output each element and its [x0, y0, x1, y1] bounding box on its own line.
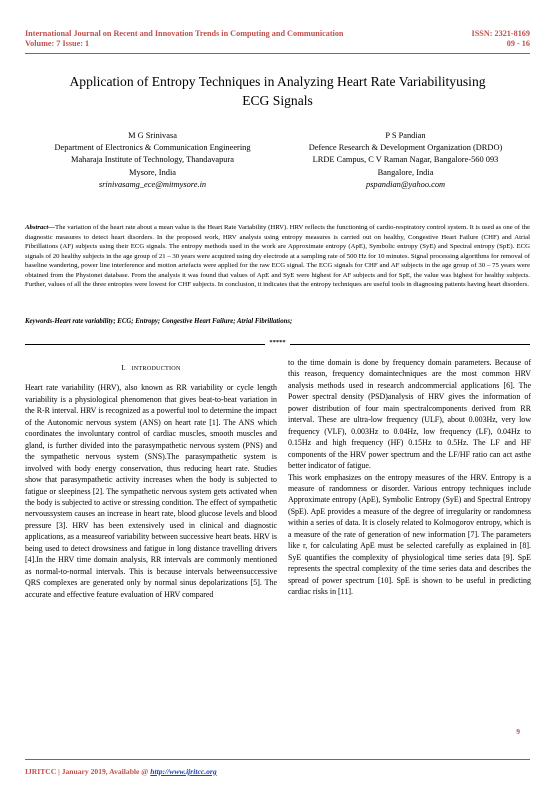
footer-text: IJRITCC | January 2019, Available @: [25, 767, 151, 776]
author-institution: Maharaja Institute of Technology, Thandavapura: [71, 155, 234, 165]
footer: [25, 767, 217, 776]
author-name: M G Srinivasa: [128, 131, 177, 140]
header-left: [25, 29, 343, 49]
author-city: Mysore, India: [129, 167, 176, 177]
author-block-1: [25, 130, 280, 191]
keywords: Keywords-Heart rate variability; ECG; Entropy; Congestive Heart Failure; Atrial Fibrillations;: [25, 318, 293, 325]
header-right: [472, 29, 530, 49]
intro-paragraph-2: to the time domain is done by frequency domain parameters. Because of this reason, frequency domaintechniques are the most common HRV analysis methods used in research andcommercial applications [6]. The Power spectral density (PSD)analysis of HRV gives the information of power distribution of four main spectralcomponents derived from RR interval. These are ultra-low frequency (ULF), about 0.003Hz, very low frequency (VLF), 0.003Hz to 0.04Hz, low frequency (LF), 0.04Hz to 0.15Hz and high frequency (HF) 0.15Hz to 0.5Hz. The LF and HF components of the HRV power spectrum and the LF/HF ratio can act asthe better indicator of fatigue.: [288, 358, 531, 471]
author-email[interactable]: pspandian@yahoo.com: [365, 179, 446, 189]
author-name: P S Pandian: [385, 131, 426, 140]
left-column: [25, 362, 277, 600]
title-line-2: ECG Signals: [242, 93, 313, 108]
section-heading: [25, 362, 277, 374]
footer-link[interactable]: http://www.ijritcc.org: [150, 767, 217, 776]
section-number: I.: [121, 363, 126, 372]
journal-name: International Journal on Recent and Innovation Trends in Computing and Communication: [25, 29, 344, 38]
issn: ISSN: 2321-8169: [471, 29, 530, 38]
volume-issue: Volume: 7 Issue: 1: [25, 39, 90, 48]
footer-rule: [25, 759, 530, 760]
section-title: INTRODUCTION: [131, 365, 181, 372]
intro-paragraph-3: This work emphasizes on the entropy measures of the HRV. Entropy is a measure of randomness or disorder. Various entropy techniques include Approximate entropy (ApE), Symbolic Entropy (SyE) and Spectral Entropy (SpE). ApE provides a measure of the degree of irregularity or randomness within a series of data. It is closely related to Kolmogorov entropy, which is a measure of the rate of generation of new information [7]. The parameters like r, for calculating ApE must be selected carefully as explained in [8]. SyE quantifies the complexity of physiological time series data [9]. SpE represents the spectral complexity of the time series data and describes the spread of power spectrum [10]. SpE is shown to be useful in predicting cardiac risks in [11].: [288, 472, 531, 597]
separator-stars-text: *****: [265, 339, 289, 346]
paper-title: [25, 72, 530, 110]
abstract: [25, 223, 530, 290]
author-city: Bangalore, India: [377, 167, 434, 177]
intro-paragraph-1: Heart rate variability (HRV), also known as RR variability or cycle length variability is a physiological phenomenon that gives beat-to-beat variation in the R-R interval. HRV is recognized as a powerful tool to determine the impact of the Autonomic nervous system (ANS) on heart rate [1]. The ANS which coordinates the involuntary control of cardiac muscles, smooth muscles and gland, is further divided into the parasympathetic nervous system (PNS) and the sympathetic nervous system (SNS).The parasympathetic system is involved with body energy conservation, thus reducing heart rate. Studies show that parasympathetic activity increases when the body is subjected to fatigue or sleepiness [2]. The sympathetic nervous system gets activated when the body is subjected to active or stressing condition. The effect of sympathetic nervoussystem causes an increase in heart rate, blood glucose levels and blood pressure [3]. HRV has been extensively used in clinical and diagnostic applications, as a measureof variability between successive heart beats. HRV is being used to detect drowsiness and fatigue in long distance travelling drivers [4].In the HRV time domain analysis, RR intervals are commonly mentioned as normal-to-normal intervals. This is because intervals betweensuccessive QRS complexes are generated only by normal sinus depolarizations [5]. The accurate and effective feature evaluation of HRV compared: [25, 383, 277, 599]
author-block-2: [278, 130, 533, 191]
page-number: 9: [516, 727, 520, 736]
separator-stars: [0, 339, 555, 346]
right-column: [288, 357, 531, 598]
abstract-dash: —: [48, 224, 56, 231]
author-email[interactable]: srinivasamg_ece@mitmysore.in: [98, 179, 207, 189]
author-institution: LRDE Campus, C V Raman Nagar, Bangalore-560 093: [312, 155, 499, 165]
abstract-text: The variation of the heart rate about a mean value is the Heart Rate Variability (HRV). HRV reflects the functioning of cardio-respiratory control system. It is used as one of the diagnostic measures to detect heart disorders. In the proposed work, HRV analysis using entropy measures is carried out on healthy, Congestive Heart Failure (CHF) and Atrial Fibrillations (AF) subjects using their ECG signals. The entropy methods used in the work are Approximate entropy (ApE), Symbolic entropy (SyE) and Spectral entropy (SpE). ECG signals of 20 healthy subjects in the age group of 21 – 30 years were acquired using dry electrode at a sampling rate of 500 Hz for 10 minutes. Signal processing algorithms for removal of baseline wandering, power line interference and motion artefacts were applied for the raw ECG signal. The ECG signals for CHF and AF subjects in the age group of 30 – 75 years were obtained from the Physionet database. From the analysis it was found that values of ApE and SyE were highest for AF subjects and for SpE, the value was highest for healthy subjects. Further, values of all the three entropies were lowest for CHF subjects. In conclusion, it indicates that the entropy techniques are useful tools in diagnosing patients having heart disorders.: [25, 224, 530, 289]
author-department: Department of Electronics & Communication Engineering: [54, 143, 251, 153]
author-department: Defence Research & Development Organization (DRDO): [308, 143, 503, 153]
title-line-1: Application of Entropy Techniques in Analyzing Heart Rate Variabilityusing: [69, 74, 486, 89]
abstract-label: Abstract: [25, 224, 49, 231]
page-range: 09 - 16: [506, 39, 530, 48]
header-rule: [25, 53, 530, 54]
